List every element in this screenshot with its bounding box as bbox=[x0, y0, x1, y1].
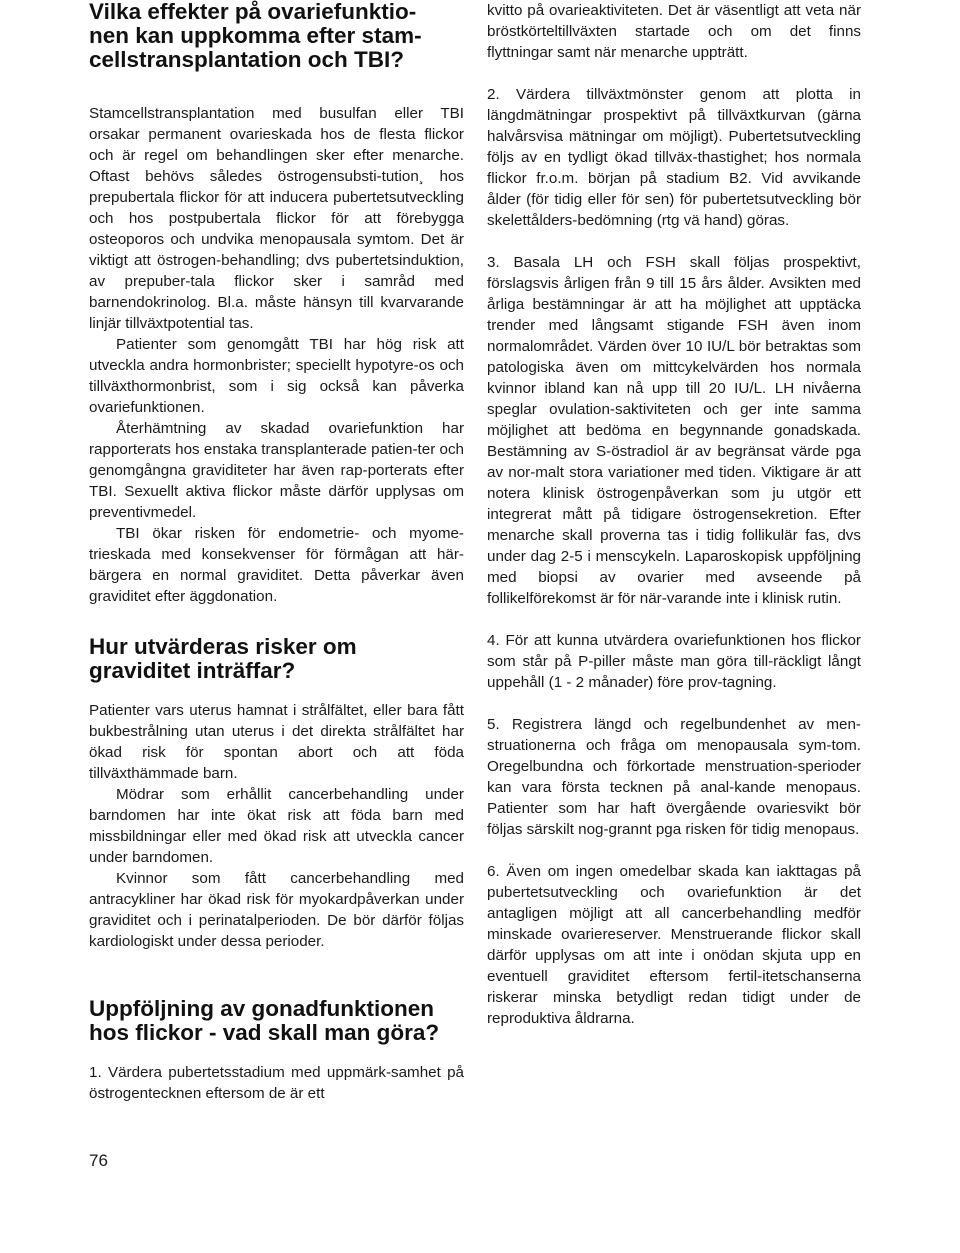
heading-gonad-followup: Uppföljning av gonadfunktionen hos flickor - vad skall man göra? bbox=[89, 996, 440, 1045]
paragraph: Patienter som genomgått TBI har hög risk att utveckla andra hormonbrister; speciellt hypotyre-os och tillväxthormonbrist, som i sig också kan påverka ovariefunktionen. bbox=[89, 336, 464, 416]
paragraph: kvitto på ovarieaktiviteten. Det är väsentligt att veta när bröstkörteltillväxten startade och om det finns flyttningar samt när menarche uppträtt. bbox=[487, 2, 861, 61]
paragraph: Kvinnor som fått cancerbehandling med antracykliner har ökad risk för myokardpåverkan under graviditet och i perinatalperioden. De bör därför följas kardiologiskt under dessa perioder. bbox=[89, 870, 464, 950]
list-item-2: 2. Värdera tillväxtmönster genom att plotta in längdmätningar prospektivt på tillväxtkurvan (gärna halvårsvisa mätningar om möjligt). Pubertetsutveckling följs av en tydligt ökad tillväx-thastighet; hos normala flickor fr.o.m. början på stadium B2. Vid avvikande ålder (för tidig eller för sen) för pubertetsutveckling bör skelettålders-bedömning (rtg vä hand) göras. bbox=[487, 86, 861, 229]
paragraph: Återhämtning av skadad ovariefunktion har rapporterats hos enstaka transplanterade patien-ter och genomgångna graviditeter har även rap-porterats efter TBI. Sexuellt aktiva flickor måste därför upplysas om preventivmedel. bbox=[89, 420, 464, 521]
paragraph: 1. Värdera pubertetsstadium med uppmärk-samhet på östrogentecknen eftersom de är ett bbox=[89, 1064, 464, 1102]
list-item-4: 4. För att kunna utvärdera ovariefunktionen hos flickor som står på P-piller måste man göra till-räckligt långt uppehåll (1 - 2 månader) före prov-tagning. bbox=[487, 632, 861, 691]
paragraph: Mödrar som erhållit cancerbehandling under barndomen har inte ökat risk att föda barn med missbildningar eller med ökad risk att utveckla cancer under barndomen. bbox=[89, 786, 464, 866]
page-number: 76 bbox=[89, 1151, 108, 1170]
list-item-5: 5. Registrera längd och regelbundenhet av men-struationerna och fråga om menopausala sym-tom. Oregelbundna och förkortade menstruation-sperioder kan vara första tecknen på anal-kande menopaus. Patienter som har haft övergående ovariesvikt bör följas särskilt nog-grannt pga risken för tidig menopaus. bbox=[487, 716, 861, 838]
list-item-3: 3. Basala LH och FSH skall följas prospektivt, förslagsvis årligen från 9 till 15 års ålder. Avsikten med årliga bestämningar är att ha möjlighet att upptäcka trender med långsamt stigande FSH även inom normalområdet. Värden över 10 IU/L bör betraktas som patologiska även om mittcykelvärden hos normala kvinnor ibland kan nå upp till 20 IU/L. LH nivåerna speglar ovulation-saktiviteten och ger inte samma möjlighet att bedöma en begynnande gonadskada. Bestämning av S-östradiol är av begränsat värde pga av nor-malt stora variationer med tiden. Viktigare är att notera klinisk östrogenpåverkan som ju utgör ett integrerat mått på tidigare östrogensekretion. Efter menarche skall proverna tas i tidig follikulär fas, dvs under dag 2-5 i menscykeln. Laparoskopisk uppföljning med biopsi av ovarier med avseende på follikelförekomst är för när-varande inte i klinisk rutin. bbox=[487, 254, 861, 607]
paragraph: Stamcellstransplantation med busulfan eller TBI orsakar permanent ovarieskada hos de flesta flickor och är regel om behandlingen sker efter menarche. Oftast behövs således östrogensubsti-tution¸ hos prepubertala flickor för att inducera pubertetsutveckling och hos postpubertala flickor för att förebygga osteoporos och undvika menopausala symtom. Det är viktigt att östrogen-behandling; dvs pubertetsinduktion, av prepuber-tala flickor sker i samråd med barnendokrinolog. Bl.a. måste hänsyn till kvarvarande linjär tillväxtpotential tas. bbox=[89, 105, 464, 332]
list-item-6: 6. Även om ingen omedelbar skada kan iakttagas på pubertetsutveckling och ovariefunktion är det antagligen möjligt att all cancerbehandling medför minskade ovariereserver. Menstruerande flickor skall därför upplysas om att inte i onödan skjuta upp en eventuell graviditet eftersom fertil-itetschanserna riskerar minska betydligt redan tidigt under de reproduktiva åldrarna. bbox=[487, 863, 861, 1027]
paragraph: TBI ökar risken för endometrie- och myome-trieskada med konsekvenser för förmågan att här-bärgera en normal graviditet. Detta påverkar även graviditet efter äggdonation. bbox=[89, 525, 464, 605]
heading-ovarian-effects: Vilka effekter på ovariefunktio- nen kan uppkomma efter stam- cellstransplantation och TBI? bbox=[89, 0, 422, 72]
right-column bbox=[487, 0, 861, 1029]
paragraph: Patienter vars uterus hamnat i strålfältet, eller bara fått bukbestrålning utan uterus i det direkta strålfältet har ökad risk för spontan abort och att föda tillväxthämmade barn. bbox=[89, 702, 464, 782]
heading-pregnancy-risks: Hur utvärderas risker om graviditet inträffar? bbox=[89, 634, 357, 683]
left-column bbox=[89, 0, 464, 1104]
